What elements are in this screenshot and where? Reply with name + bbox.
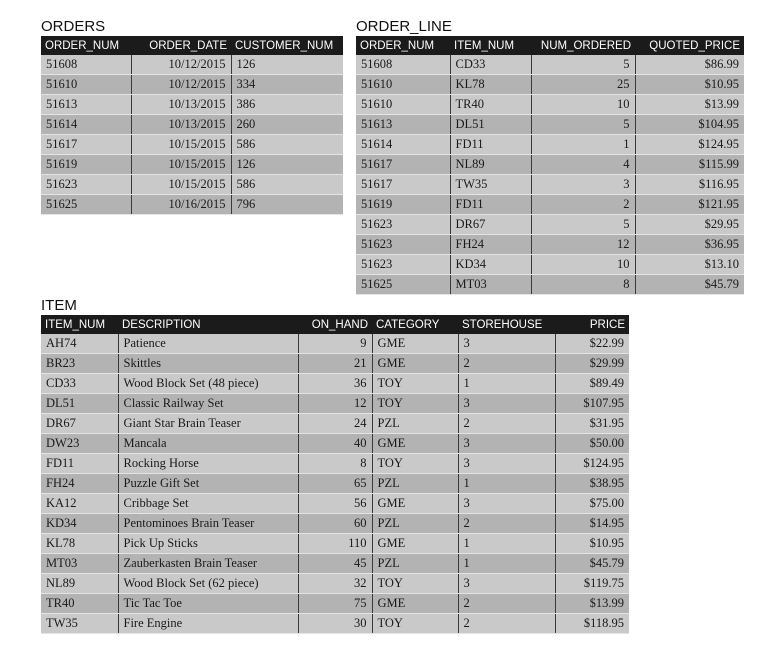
- order-num-cell: 51623: [356, 215, 450, 235]
- item-col-on-hand: ON_HAND: [298, 315, 372, 334]
- order-num-cell: 51610: [356, 75, 450, 95]
- num-ordered-cell: 10: [531, 95, 635, 115]
- item-col-price: PRICE: [555, 315, 629, 334]
- order-date-cell: 10/12/2015: [131, 75, 231, 95]
- on-hand-cell: 65: [298, 474, 372, 494]
- table-row: [41, 494, 629, 514]
- category-cell: TOY: [372, 454, 458, 474]
- on-hand-cell: 45: [298, 554, 372, 574]
- table-row: [41, 534, 629, 554]
- category-cell: GME: [372, 334, 458, 354]
- table-row: [41, 75, 343, 95]
- num-ordered-cell: 10: [531, 255, 635, 275]
- table-row: [41, 454, 629, 474]
- category-cell: TOY: [372, 574, 458, 594]
- item-num-cell: DR67: [41, 414, 118, 434]
- num-ordered-cell: 3: [531, 175, 635, 195]
- table-row: [41, 434, 629, 454]
- storehouse-cell: 3: [458, 454, 555, 474]
- table-row: [41, 195, 343, 215]
- order-date-cell: 10/15/2015: [131, 175, 231, 195]
- item-num-cell: TW35: [41, 614, 118, 634]
- item-num-cell: FH24: [41, 474, 118, 494]
- on-hand-cell: 30: [298, 614, 372, 634]
- order-num-cell: 51623: [41, 175, 131, 195]
- table-row: [356, 255, 744, 275]
- num-ordered-cell: 12: [531, 235, 635, 255]
- table-row: [356, 215, 744, 235]
- price-cell: $29.99: [555, 354, 629, 374]
- table-row: [356, 115, 744, 135]
- description-cell: Tic Tac Toe: [118, 594, 298, 614]
- quoted-price-cell: $36.95: [635, 235, 744, 255]
- table-row: [41, 414, 629, 434]
- table-row: [41, 354, 629, 374]
- on-hand-cell: 8: [298, 454, 372, 474]
- orders-table: [41, 36, 343, 215]
- description-cell: Zauberkasten Brain Teaser: [118, 554, 298, 574]
- on-hand-cell: 56: [298, 494, 372, 514]
- customer-num-cell: 586: [231, 135, 343, 155]
- category-cell: TOY: [372, 374, 458, 394]
- description-cell: Wood Block Set (62 piece): [118, 574, 298, 594]
- table-row: [41, 474, 629, 494]
- table-row: [41, 514, 629, 534]
- category-cell: GME: [372, 534, 458, 554]
- table-row: [41, 155, 343, 175]
- num-ordered-cell: 4: [531, 155, 635, 175]
- table-row: [41, 135, 343, 155]
- price-cell: $107.95: [555, 394, 629, 414]
- order-num-cell: 51613: [356, 115, 450, 135]
- on-hand-cell: 12: [298, 394, 372, 414]
- table-row: [41, 374, 629, 394]
- category-cell: PZL: [372, 414, 458, 434]
- orders-header-row: [41, 36, 343, 55]
- storehouse-cell: 1: [458, 534, 555, 554]
- item-num-cell: CD33: [450, 55, 531, 75]
- description-cell: Pick Up Sticks: [118, 534, 298, 554]
- order-date-cell: 10/15/2015: [131, 135, 231, 155]
- orders-col-customer-num: CUSTOMER_NUM: [231, 36, 343, 55]
- item-num-cell: NL89: [41, 574, 118, 594]
- item-num-cell: NL89: [450, 155, 531, 175]
- order-num-cell: 51614: [356, 135, 450, 155]
- order-line-header-row: [356, 36, 744, 55]
- price-cell: $22.99: [555, 334, 629, 354]
- description-cell: Classic Railway Set: [118, 394, 298, 414]
- item-num-cell: MT03: [450, 275, 531, 295]
- storehouse-cell: 2: [458, 594, 555, 614]
- item-num-cell: TR40: [450, 95, 531, 115]
- price-cell: $124.95: [555, 454, 629, 474]
- quoted-price-cell: $116.95: [635, 175, 744, 195]
- description-cell: Mancala: [118, 434, 298, 454]
- quoted-price-cell: $115.99: [635, 155, 744, 175]
- order-num-cell: 51614: [41, 115, 131, 135]
- quoted-price-cell: $10.95: [635, 75, 744, 95]
- item-num-cell: DR67: [450, 215, 531, 235]
- quoted-price-cell: $13.99: [635, 95, 744, 115]
- storehouse-cell: 3: [458, 574, 555, 594]
- num-ordered-cell: 5: [531, 55, 635, 75]
- order-line-block: [356, 18, 744, 295]
- num-ordered-cell: 25: [531, 75, 635, 95]
- price-cell: $89.49: [555, 374, 629, 394]
- order-num-cell: 51610: [41, 75, 131, 95]
- description-cell: Patience: [118, 334, 298, 354]
- storehouse-cell: 2: [458, 414, 555, 434]
- orders-body: [41, 55, 343, 215]
- storehouse-cell: 2: [458, 514, 555, 534]
- category-cell: PZL: [372, 514, 458, 534]
- table-row: [41, 95, 343, 115]
- order-date-cell: 10/12/2015: [131, 55, 231, 75]
- description-cell: Wood Block Set (48 piece): [118, 374, 298, 394]
- on-hand-cell: 9: [298, 334, 372, 354]
- customer-num-cell: 260: [231, 115, 343, 135]
- storehouse-cell: 3: [458, 494, 555, 514]
- storehouse-cell: 2: [458, 614, 555, 634]
- num-ordered-cell: 1: [531, 135, 635, 155]
- quoted-price-cell: $86.99: [635, 55, 744, 75]
- item-num-cell: KA12: [41, 494, 118, 514]
- price-cell: $118.95: [555, 614, 629, 634]
- description-cell: Pentominoes Brain Teaser: [118, 514, 298, 534]
- order-line-col-quoted-price: QUOTED_PRICE: [635, 36, 744, 55]
- table-row: [41, 554, 629, 574]
- item-num-cell: TR40: [41, 594, 118, 614]
- table-row: [41, 55, 343, 75]
- order-date-cell: 10/13/2015: [131, 115, 231, 135]
- item-num-cell: KD34: [450, 255, 531, 275]
- order-line-table-title: ORDER_LINE: [356, 18, 452, 35]
- order-num-cell: 51608: [356, 55, 450, 75]
- num-ordered-cell: 8: [531, 275, 635, 295]
- quoted-price-cell: $45.79: [635, 275, 744, 295]
- quoted-price-cell: $29.95: [635, 215, 744, 235]
- table-row: [41, 394, 629, 414]
- item-num-cell: DW23: [41, 434, 118, 454]
- category-cell: GME: [372, 594, 458, 614]
- num-ordered-cell: 5: [531, 215, 635, 235]
- on-hand-cell: 21: [298, 354, 372, 374]
- order-line-table: [356, 36, 744, 295]
- quoted-price-cell: $124.95: [635, 135, 744, 155]
- table-row: [41, 614, 629, 634]
- on-hand-cell: 36: [298, 374, 372, 394]
- price-cell: $38.95: [555, 474, 629, 494]
- on-hand-cell: 60: [298, 514, 372, 534]
- description-cell: Puzzle Gift Set: [118, 474, 298, 494]
- order-num-cell: 51619: [41, 155, 131, 175]
- order-line-body: [356, 55, 744, 295]
- storehouse-cell: 1: [458, 554, 555, 574]
- item-table-title: ITEM: [41, 297, 77, 314]
- item-num-cell: TW35: [450, 175, 531, 195]
- order-num-cell: 51617: [356, 155, 450, 175]
- table-row: [41, 115, 343, 135]
- storehouse-cell: 1: [458, 474, 555, 494]
- customer-num-cell: 126: [231, 155, 343, 175]
- item-num-cell: CD33: [41, 374, 118, 394]
- item-num-cell: DL51: [41, 394, 118, 414]
- description-cell: Giant Star Brain Teaser: [118, 414, 298, 434]
- table-row: [41, 334, 629, 354]
- quoted-price-cell: $13.10: [635, 255, 744, 275]
- table-row: [41, 574, 629, 594]
- storehouse-cell: 1: [458, 374, 555, 394]
- category-cell: TOY: [372, 394, 458, 414]
- item-header-row: [41, 315, 629, 334]
- item-col-storehouse: STOREHOUSE: [458, 315, 555, 334]
- price-cell: $13.99: [555, 594, 629, 614]
- table-row: [356, 55, 744, 75]
- category-cell: GME: [372, 434, 458, 454]
- item-num-cell: MT03: [41, 554, 118, 574]
- order-line-col-num-ordered: NUM_ORDERED: [531, 36, 635, 55]
- order-date-cell: 10/16/2015: [131, 195, 231, 215]
- storehouse-cell: 3: [458, 394, 555, 414]
- item-col-description: DESCRIPTION: [118, 315, 298, 334]
- storehouse-cell: 2: [458, 354, 555, 374]
- order-num-cell: 51625: [356, 275, 450, 295]
- category-cell: GME: [372, 494, 458, 514]
- item-num-cell: FD11: [450, 135, 531, 155]
- customer-num-cell: 386: [231, 95, 343, 115]
- item-col-item-num: ITEM_NUM: [41, 315, 118, 334]
- customer-num-cell: 334: [231, 75, 343, 95]
- item-num-cell: BR23: [41, 354, 118, 374]
- order-line-col-order-num: ORDER_NUM: [356, 36, 450, 55]
- orders-block: [41, 18, 343, 215]
- description-cell: Fire Engine: [118, 614, 298, 634]
- quoted-price-cell: $121.95: [635, 195, 744, 215]
- table-row: [356, 195, 744, 215]
- table-row: [41, 175, 343, 195]
- table-row: [356, 235, 744, 255]
- category-cell: PZL: [372, 474, 458, 494]
- table-row: [356, 155, 744, 175]
- price-cell: $75.00: [555, 494, 629, 514]
- order-num-cell: 51625: [41, 195, 131, 215]
- num-ordered-cell: 5: [531, 115, 635, 135]
- price-cell: $10.95: [555, 534, 629, 554]
- storehouse-cell: 3: [458, 434, 555, 454]
- item-table: [41, 315, 629, 634]
- item-num-cell: KD34: [41, 514, 118, 534]
- order-line-col-item-num: ITEM_NUM: [450, 36, 531, 55]
- description-cell: Skittles: [118, 354, 298, 374]
- item-col-category: CATEGORY: [372, 315, 458, 334]
- table-row: [356, 275, 744, 295]
- customer-num-cell: 126: [231, 55, 343, 75]
- storehouse-cell: 3: [458, 334, 555, 354]
- order-date-cell: 10/15/2015: [131, 155, 231, 175]
- on-hand-cell: 40: [298, 434, 372, 454]
- item-num-cell: FD11: [41, 454, 118, 474]
- price-cell: $50.00: [555, 434, 629, 454]
- order-num-cell: 51608: [41, 55, 131, 75]
- order-num-cell: 51617: [356, 175, 450, 195]
- on-hand-cell: 110: [298, 534, 372, 554]
- category-cell: TOY: [372, 614, 458, 634]
- description-cell: Cribbage Set: [118, 494, 298, 514]
- order-num-cell: 51610: [356, 95, 450, 115]
- num-ordered-cell: 2: [531, 195, 635, 215]
- on-hand-cell: 24: [298, 414, 372, 434]
- table-row: [356, 175, 744, 195]
- item-block: [41, 297, 629, 634]
- item-num-cell: AH74: [41, 334, 118, 354]
- price-cell: $119.75: [555, 574, 629, 594]
- table-row: [356, 135, 744, 155]
- category-cell: GME: [372, 354, 458, 374]
- price-cell: $14.95: [555, 514, 629, 534]
- order-num-cell: 51613: [41, 95, 131, 115]
- item-body: [41, 334, 629, 634]
- table-row: [356, 95, 744, 115]
- description-cell: Rocking Horse: [118, 454, 298, 474]
- price-cell: $45.79: [555, 554, 629, 574]
- customer-num-cell: 586: [231, 175, 343, 195]
- order-date-cell: 10/13/2015: [131, 95, 231, 115]
- category-cell: PZL: [372, 554, 458, 574]
- item-num-cell: FD11: [450, 195, 531, 215]
- on-hand-cell: 75: [298, 594, 372, 614]
- orders-table-title: ORDERS: [41, 18, 106, 35]
- table-row: [356, 75, 744, 95]
- customer-num-cell: 796: [231, 195, 343, 215]
- order-num-cell: 51623: [356, 255, 450, 275]
- order-num-cell: 51619: [356, 195, 450, 215]
- item-num-cell: DL51: [450, 115, 531, 135]
- order-num-cell: 51617: [41, 135, 131, 155]
- item-num-cell: KL78: [450, 75, 531, 95]
- item-num-cell: KL78: [41, 534, 118, 554]
- item-num-cell: FH24: [450, 235, 531, 255]
- order-num-cell: 51623: [356, 235, 450, 255]
- quoted-price-cell: $104.95: [635, 115, 744, 135]
- orders-col-order-num: ORDER_NUM: [41, 36, 131, 55]
- table-row: [41, 594, 629, 614]
- on-hand-cell: 32: [298, 574, 372, 594]
- orders-col-order-date: ORDER_DATE: [131, 36, 231, 55]
- price-cell: $31.95: [555, 414, 629, 434]
